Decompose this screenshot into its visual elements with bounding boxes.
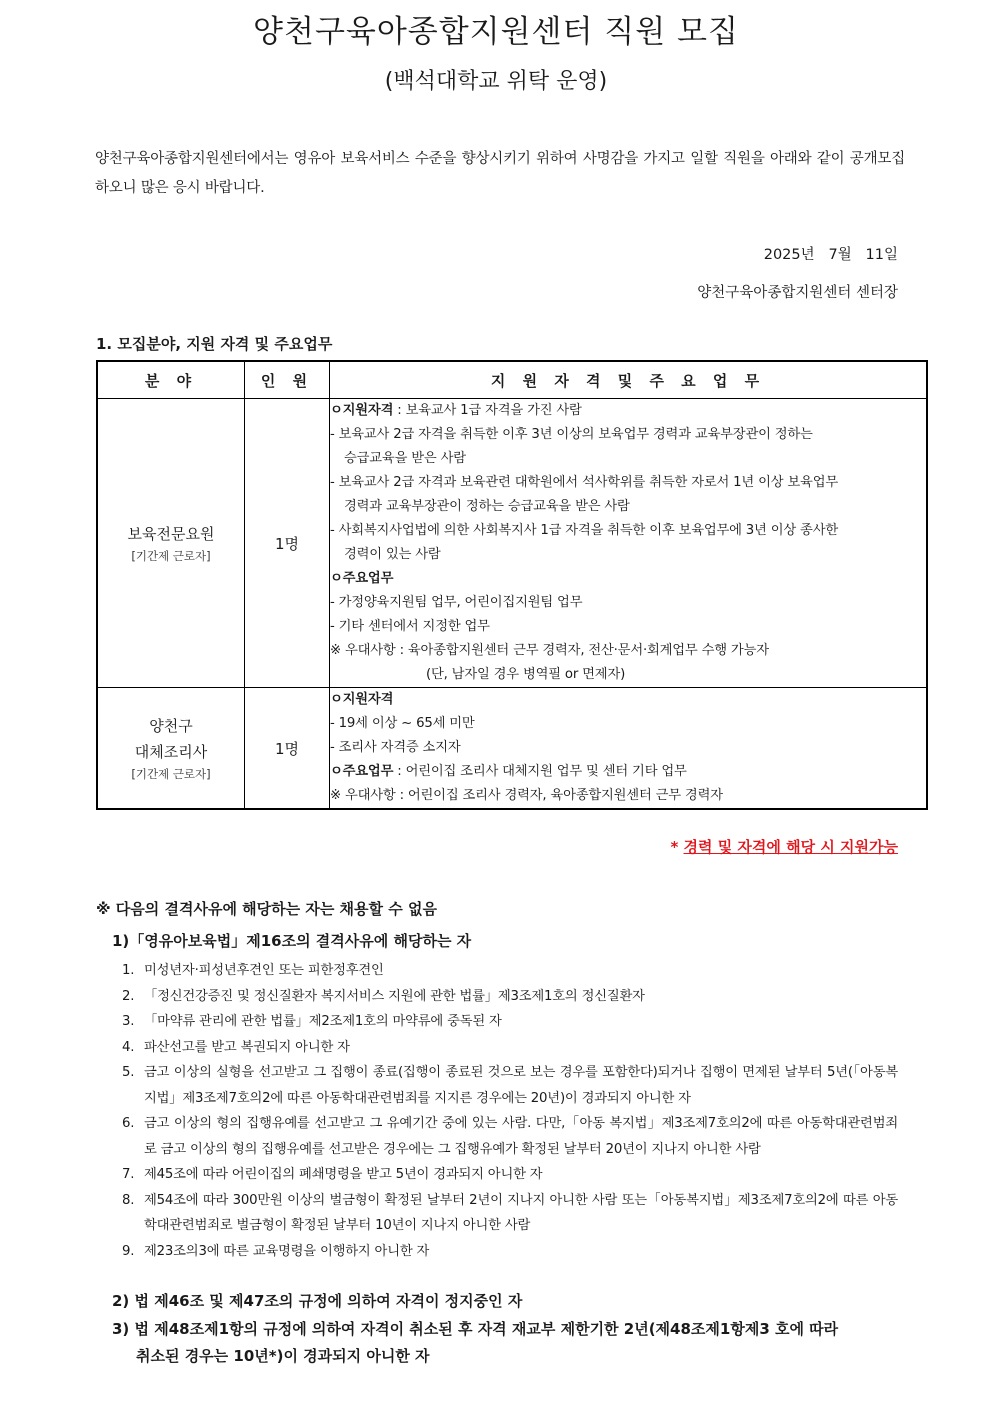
table-header-row xyxy=(97,361,927,399)
list-item xyxy=(122,1111,898,1162)
sub3-line-2: 취소된 경우는 10년*)이 경과되지 아니한 자 xyxy=(136,1347,430,1365)
preferred-line: ※ 우대사항 : 육아종합지원센터 근무 경력자, 전산·문서·회계업무 수행 가능자 xyxy=(330,643,769,658)
count-cell: 1명 xyxy=(245,688,330,810)
duty-line: - 가정양육지원팀 업무, 어린이집지원팀 업무 xyxy=(330,595,583,610)
preferred-line: (단, 남자일 경우 병역필 or 면제자) xyxy=(426,667,626,682)
main-duty-label-text: ㅇ주요업무 xyxy=(330,571,394,586)
item-text: 제54조에 따라 300만원 이상의 벌금형이 확정된 날부터 2년이 지나지 아니한 사람 또는「아동복지법」제3조제7호의2에 따른 아동학대관련범죄로 벌금형이 확정된 날부터 10년이 지나지 아니한 사람 xyxy=(144,1192,898,1233)
item-number: 7. xyxy=(122,1167,135,1182)
item-number: 9. xyxy=(122,1243,135,1259)
duty-line: - 조리사 자격증 소지자 xyxy=(330,740,461,755)
announcement-date: 2025년 7월 11일 xyxy=(763,247,898,263)
field-cell xyxy=(97,399,245,688)
item-text: 미성년자·피성년후견인 또는 피한정후견인 xyxy=(144,963,384,978)
main-duty-text: : 어린이집 조리사 대체지원 업무 및 센터 기타 업무 xyxy=(393,764,687,779)
duty-line: 경력과 교육부장관이 정하는 승급교육을 받은 사람 xyxy=(344,499,630,514)
header-qualifications: 지 원 자 격 및 주 요 업 무 xyxy=(330,361,928,399)
duty-line: - 보육교사 2급 자격을 취득한 이후 3년 이상의 보육업무 경력과 교육부장관이 정하는 xyxy=(330,427,813,442)
item-text: 파산선고를 받고 복권되지 아니한 자 xyxy=(144,1039,350,1055)
qualification-line xyxy=(330,399,926,423)
item-text: 제23조의3에 따른 교육명령을 이행하지 아니한 자 xyxy=(144,1243,430,1259)
duty-line: - 19세 이상 ~ 65세 미만 xyxy=(330,716,475,731)
count-cell: 1명 xyxy=(245,399,330,688)
duty-line: - 보육교사 2급 자격과 보육관련 대학원에서 석사학위를 취득한 자로서 1년 이상 보육업무 xyxy=(330,475,838,490)
note-text: 경력 및 자격에 해당 시 지원가능 xyxy=(683,838,898,856)
section-1-title: 1. 모집분야, 지원 자격 및 주요업무 xyxy=(96,335,333,353)
header-count: 인 원 xyxy=(245,361,330,399)
duty-line: - 사회복지사업법에 의한 사회복지사 1급 자격을 취득한 이후 보육업무에 3년 이상 종사한 xyxy=(330,523,838,538)
field-name: 양천구 xyxy=(149,717,193,735)
duties-cell xyxy=(330,399,928,688)
list-item xyxy=(122,958,898,984)
main-duty-label: ㅇ주요업무 xyxy=(330,764,394,779)
sub3-line-1: 3) 법 제48조제1항의 규정에 의하여 자격이 취소된 후 자격 재교부 제한기한 2년(제48조제1항제3 호에 따라 xyxy=(112,1320,839,1338)
qualification-label: ㅇ지원자격 xyxy=(330,403,394,418)
item-text: 금고 이상의 실형을 선고받고 그 집행이 종료(집행이 종료된 것으로 보는 경우를 포함한다)되거나 집행이 면제된 날부터 5년(「아동복지법」제3조제7호의2에 따른 아동학대관련범죄를 지지른 경우에는 20년)이 경과되지 아니한 자 xyxy=(144,1065,898,1106)
header-field: 분 야 xyxy=(97,361,245,399)
main-duty-line xyxy=(330,760,926,784)
note-star: * xyxy=(670,838,684,856)
qualification-text: : 보육교사 1급 자격을 가진 사람 xyxy=(393,403,582,418)
item-number: 4. xyxy=(122,1039,135,1055)
list-item xyxy=(122,1035,898,1061)
field-name: 대체조리사 xyxy=(134,743,208,761)
item-text: 제45조에 따라 어린이집의 폐쇄명령을 받고 5년이 경과되지 아니한 자 xyxy=(144,1167,543,1182)
table-row xyxy=(97,688,927,810)
list-item xyxy=(122,1188,898,1239)
duties-cell xyxy=(330,688,928,810)
disqualification-sub-2: 2) 법 제46조 및 제47조의 규정에 의하여 자격이 정지중인 자 xyxy=(112,1292,523,1310)
list-item xyxy=(122,1009,898,1035)
disqualification-sub-1: 1)「영유아보육법」제16조의 결격사유에 해당하는 자 xyxy=(112,932,472,950)
list-item xyxy=(122,1060,898,1111)
page-subtitle: (백석대학교 위탁 운영) xyxy=(384,69,608,94)
main-duty-label xyxy=(330,567,926,591)
page-title: 양천구육아종합지원센터 직원 모집 xyxy=(253,14,739,50)
duty-line: - 기타 센터에서 지정한 업무 xyxy=(330,619,490,634)
item-number: 3. xyxy=(122,1014,135,1029)
eligibility-note xyxy=(670,836,898,857)
item-text: 금고 이상의 형의 집행유예를 선고받고 그 유예기간 중에 있는 사람. 다만,「아동 복지법」제3조제7호의2에 따른 아동학대관련범죄로 금고 이상의 형의 집행유예를 선고받은 경우에는 그 집행유예가 확정된 날부터 20년이 지나지 아니한 사람 xyxy=(144,1116,898,1157)
preferred-line: ※ 우대사항 : 어린이집 조리사 경력자, 육아종합지원센터 근무 경력자 xyxy=(330,788,723,803)
intro-paragraph: 양천구육아종합지원센터에서는 영유아 보육서비스 수준을 향상시키기 위하여 사명감을 가지고 일할 직원을 아래와 같이 공개모집 하오니 많은 응시 바랍니다. xyxy=(95,151,905,196)
item-number: 5. xyxy=(122,1065,135,1080)
item-number: 8. xyxy=(122,1192,135,1208)
disqualification-sub-3 xyxy=(112,1316,898,1370)
list-item xyxy=(122,1162,898,1188)
item-number: 2. xyxy=(122,988,135,1004)
duty-line: 경력이 있는 사람 xyxy=(344,547,441,562)
item-text: 「정신건강증진 및 정신질환자 복지서비스 지원에 관한 법률」제3조제1호의 정신질환자 xyxy=(144,988,645,1004)
item-number: 6. xyxy=(122,1116,135,1131)
duty-line: 승급교육을 받은 사람 xyxy=(344,451,466,466)
list-item xyxy=(122,984,898,1010)
item-number: 1. xyxy=(122,963,135,978)
issuer: 양천구육아종합지원센터 센터장 xyxy=(697,285,898,301)
section-2-title: ※ 다음의 결격사유에 해당하는 자는 채용할 수 없음 xyxy=(96,900,437,918)
field-name: 보육전문요원 xyxy=(127,525,215,543)
field-sub: [기간제 근로자] xyxy=(131,767,211,781)
recruitment-table xyxy=(96,360,928,810)
table-row xyxy=(97,399,927,688)
item-text: 「마약류 관리에 관한 법률」제2조제1호의 마약류에 중독된 자 xyxy=(144,1014,502,1029)
field-sub: [기간제 근로자] xyxy=(131,549,211,563)
disqualification-list xyxy=(122,958,898,1264)
list-item xyxy=(122,1239,898,1265)
qualification-line xyxy=(330,688,926,712)
field-cell xyxy=(97,688,245,810)
qualification-label: ㅇ지원자격 xyxy=(330,692,394,707)
